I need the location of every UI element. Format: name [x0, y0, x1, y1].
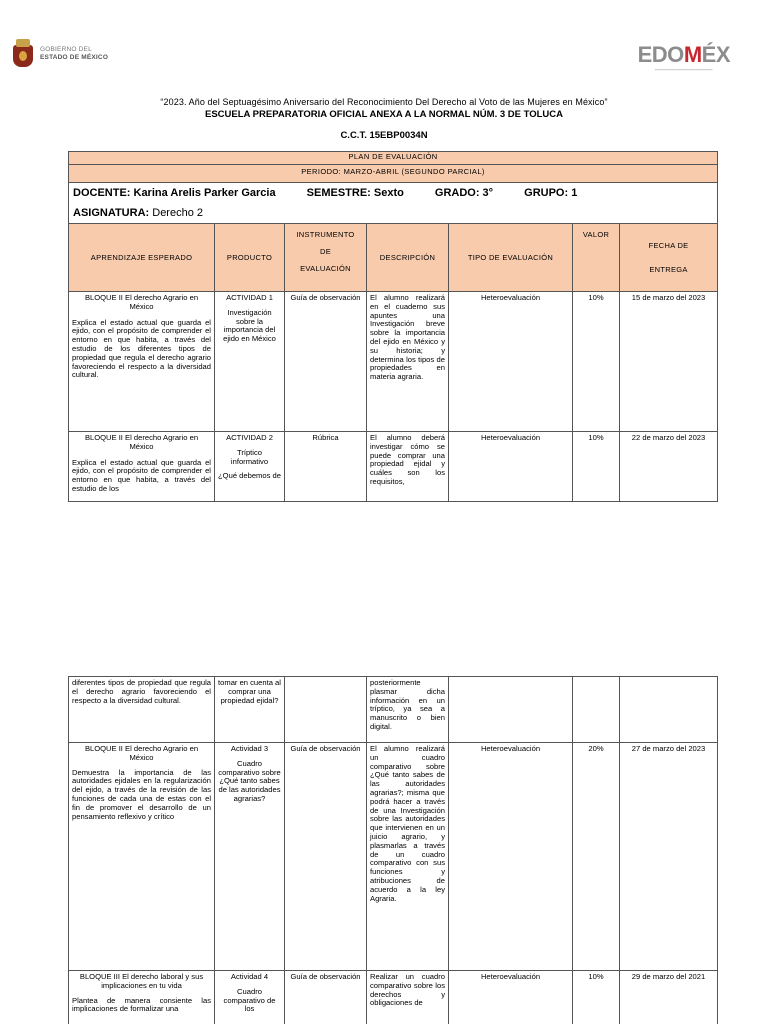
- producto-cell: [215, 743, 285, 971]
- col-aprendizaje: APRENDIZAJE ESPERADO: [69, 224, 215, 292]
- col-instrumento: [285, 224, 367, 292]
- table-row: [69, 743, 718, 971]
- col-valor: VALOR: [573, 224, 620, 292]
- producto: Cuadro comparativo sobre ¿Qué tanto sabes de las autoridades agrarias?: [218, 758, 281, 803]
- valor-cell: 10%: [573, 292, 620, 432]
- col-producto: PRODUCTO: [215, 224, 285, 292]
- producto-title: Actividad 4: [230, 972, 269, 981]
- producto-title: Actividad 3: [230, 744, 269, 753]
- descripcion-cell: Realizar un cuadro comparativo sobre los derechos y obligaciones de: [367, 971, 449, 1024]
- instrumento-cell: [285, 677, 367, 743]
- producto-cell: tomar en cuenta al comprar una propiedad ejidal?: [215, 677, 285, 743]
- school-name: ESCUELA PREPARATORIA OFICIAL ANEXA A LA NORMAL NÚM. 3 DE TOLUCA: [204, 109, 564, 120]
- plan-period-row: [69, 165, 718, 183]
- valor-cell: 10%: [573, 971, 620, 1024]
- table-row: [69, 292, 718, 432]
- col-fecha: [620, 224, 718, 292]
- plan-title-row: [69, 152, 718, 165]
- tipo-cell: Heteroevaluación: [449, 432, 573, 502]
- edomex-part-c: ÉX: [701, 42, 730, 67]
- col-instrumento-2: DE: [319, 247, 332, 256]
- tipo-cell: Heteroevaluación: [449, 292, 573, 432]
- gobierno-logo: [10, 38, 108, 70]
- producto: Tríptico informativo: [230, 447, 269, 466]
- table-row: [69, 677, 718, 743]
- instrumento-cell: Guía de observación: [285, 292, 367, 432]
- edomex-tagline: ━━━━━━━━━━━━━━━━━━━━━━━━: [654, 68, 713, 72]
- descripcion-cell: El alumno realizará en el cuaderno sus apuntes una Investigación breve sobre la importancia del ejido en México y su historia; y determina los tipos de propiedades en materia agraria.: [367, 292, 449, 432]
- grado: GRADO: 3°: [434, 187, 494, 199]
- producto-cell: [215, 971, 285, 1024]
- asignatura: [73, 206, 713, 220]
- aprendizaje-cell: [69, 743, 215, 971]
- col-tipo: TIPO DE EVALUACIÓN: [449, 224, 573, 292]
- info-row: [69, 183, 718, 224]
- aprendizaje: Plantea de manera consiente las implicaciones de formalizar una: [72, 995, 211, 1014]
- col-instrumento-3: EVALUACIÓN: [300, 264, 351, 273]
- fecha-cell: 15 de marzo del 2023: [620, 292, 718, 432]
- table-row: [69, 432, 718, 502]
- tipo-cell: Heteroevaluación: [449, 971, 573, 1024]
- producto-cell: [215, 432, 285, 502]
- aprendizaje: Demuestra la importancia de las autoridades ejidales en la regularización del ejido, a través de la revisión de las funciones de cada una de estas con el fin de promover el desarrollo de un pensamiento reflexivo y crítico: [72, 767, 211, 821]
- valor-cell: 10%: [573, 432, 620, 502]
- teacher-info: [69, 183, 718, 224]
- instrumento-cell: Rúbrica: [285, 432, 367, 502]
- state-seal-icon: [10, 39, 36, 69]
- cct-code: C.C.T. 15EBP0034N: [340, 130, 428, 141]
- col-descripcion: DESCRIPCIÓN: [367, 224, 449, 292]
- col-fecha-2: ENTREGA: [649, 264, 688, 274]
- descripcion-cell: El alumno realizará un cuadro comparativo sobre ¿Qué tanto sabes de las autoridades agrarias?; misma que podrá hacer a través de una Investigación sobre las autoridades que intervienen en un juicio agrario, y plasmarlas a través de un cuadro comparativo con sus funciones y atribuciones de acuerdo a la ley Agraria.: [367, 743, 449, 971]
- asignatura-label: ASIGNATURA:: [73, 207, 150, 219]
- producto-cell: [215, 292, 285, 432]
- bloque: BLOQUE II El derecho Agrario en México: [84, 293, 199, 311]
- plan-period: PERIODO: MARZO-ABRIL (SEGUNDO PARCIAL): [69, 165, 718, 183]
- bloque: BLOQUE II El derecho Agrario en México: [84, 433, 199, 451]
- evaluation-plan-table-continued: [68, 676, 718, 1024]
- col-instrumento-1: INSTRUMENTO: [296, 230, 355, 239]
- asignatura-value: Derecho 2: [152, 207, 204, 219]
- logo-left-line2: ESTADO DE MÉXICO: [40, 54, 109, 61]
- table-row: [69, 971, 718, 1024]
- edomex-part-b: M: [683, 42, 702, 67]
- plan-title: PLAN DE EVALUACIÓN: [69, 152, 718, 165]
- aprendizaje-cell: [69, 432, 215, 502]
- grupo: GRUPO: 1: [524, 187, 578, 199]
- aprendizaje-cell: [69, 971, 215, 1024]
- tipo-cell: [449, 677, 573, 743]
- aprendizaje-cell: diferentes tipos de propiedad que regula el derecho agrario favoreciendo el respecto a la diversidad cultural.: [69, 677, 215, 743]
- docente: DOCENTE: Karina Arelis Parker Garcia: [73, 187, 276, 199]
- instrumento-cell: Guía de observación: [285, 971, 367, 1024]
- descripcion-cell: posteriormente plasmar dicha información en un tríptico, ya sea a manuscrito o bien digital.: [367, 677, 449, 743]
- descripcion-cell: El alumno deberá investigar cómo se puede comprar una propiedad ejidal y cuáles son los requisitos,: [367, 432, 449, 502]
- instrumento-cell: Guía de observación: [285, 743, 367, 971]
- valor-cell: 20%: [573, 743, 620, 971]
- fecha-cell: 29 de marzo del 2021: [620, 971, 718, 1024]
- aprendizaje: Explica el estado actual que guarda el ejido, con el propósito de comprender el entorno en que habita, a través del estudio de los diferentes tipos de propiedad que regula el derecho agrario favoreciendo el respecto a la diversidad cultural.: [72, 317, 211, 380]
- tipo-cell: Heteroevaluación: [449, 743, 573, 971]
- gobierno-logo-text: [40, 46, 108, 62]
- bloque: BLOQUE II El derecho Agrario en México: [84, 744, 199, 762]
- producto-title: ACTIVIDAD 1: [226, 293, 273, 302]
- producto-title: ACTIVIDAD 2: [226, 433, 273, 442]
- evaluation-plan-table: [68, 151, 718, 502]
- fecha-cell: 22 de marzo del 2023: [620, 432, 718, 502]
- aprendizaje: Explica el estado actual que guarda el ejido, con el propósito de comprender el entorno en que habita, a través del estudio de los: [72, 457, 211, 493]
- valor-cell: [573, 677, 620, 743]
- producto-question: ¿Qué debemos de: [218, 471, 281, 481]
- fecha-cell: [620, 677, 718, 743]
- edomex-logo: [638, 44, 730, 72]
- fecha-cell: 27 de marzo del 2023: [620, 743, 718, 971]
- column-header-row: [69, 224, 718, 292]
- semestre: SEMESTRE: Sexto: [306, 187, 404, 199]
- motto: “2023. Año del Septuagésimo Aniversario del Reconocimiento Del Derecho al Voto de las Mujeres en México”: [160, 97, 608, 107]
- edomex-part-a: EDO: [637, 42, 684, 67]
- producto: Cuadro comparativo de los: [223, 986, 276, 1014]
- bloque: BLOQUE III El derecho laboral y sus implicaciones en tu vida: [79, 972, 204, 990]
- logo-left-line1: GOBIERNO DEL: [40, 46, 92, 53]
- aprendizaje-cell: [69, 292, 215, 432]
- col-fecha-1: FECHA DE: [648, 240, 689, 250]
- producto: Investigación sobre la importancia del ejido en México: [223, 307, 276, 344]
